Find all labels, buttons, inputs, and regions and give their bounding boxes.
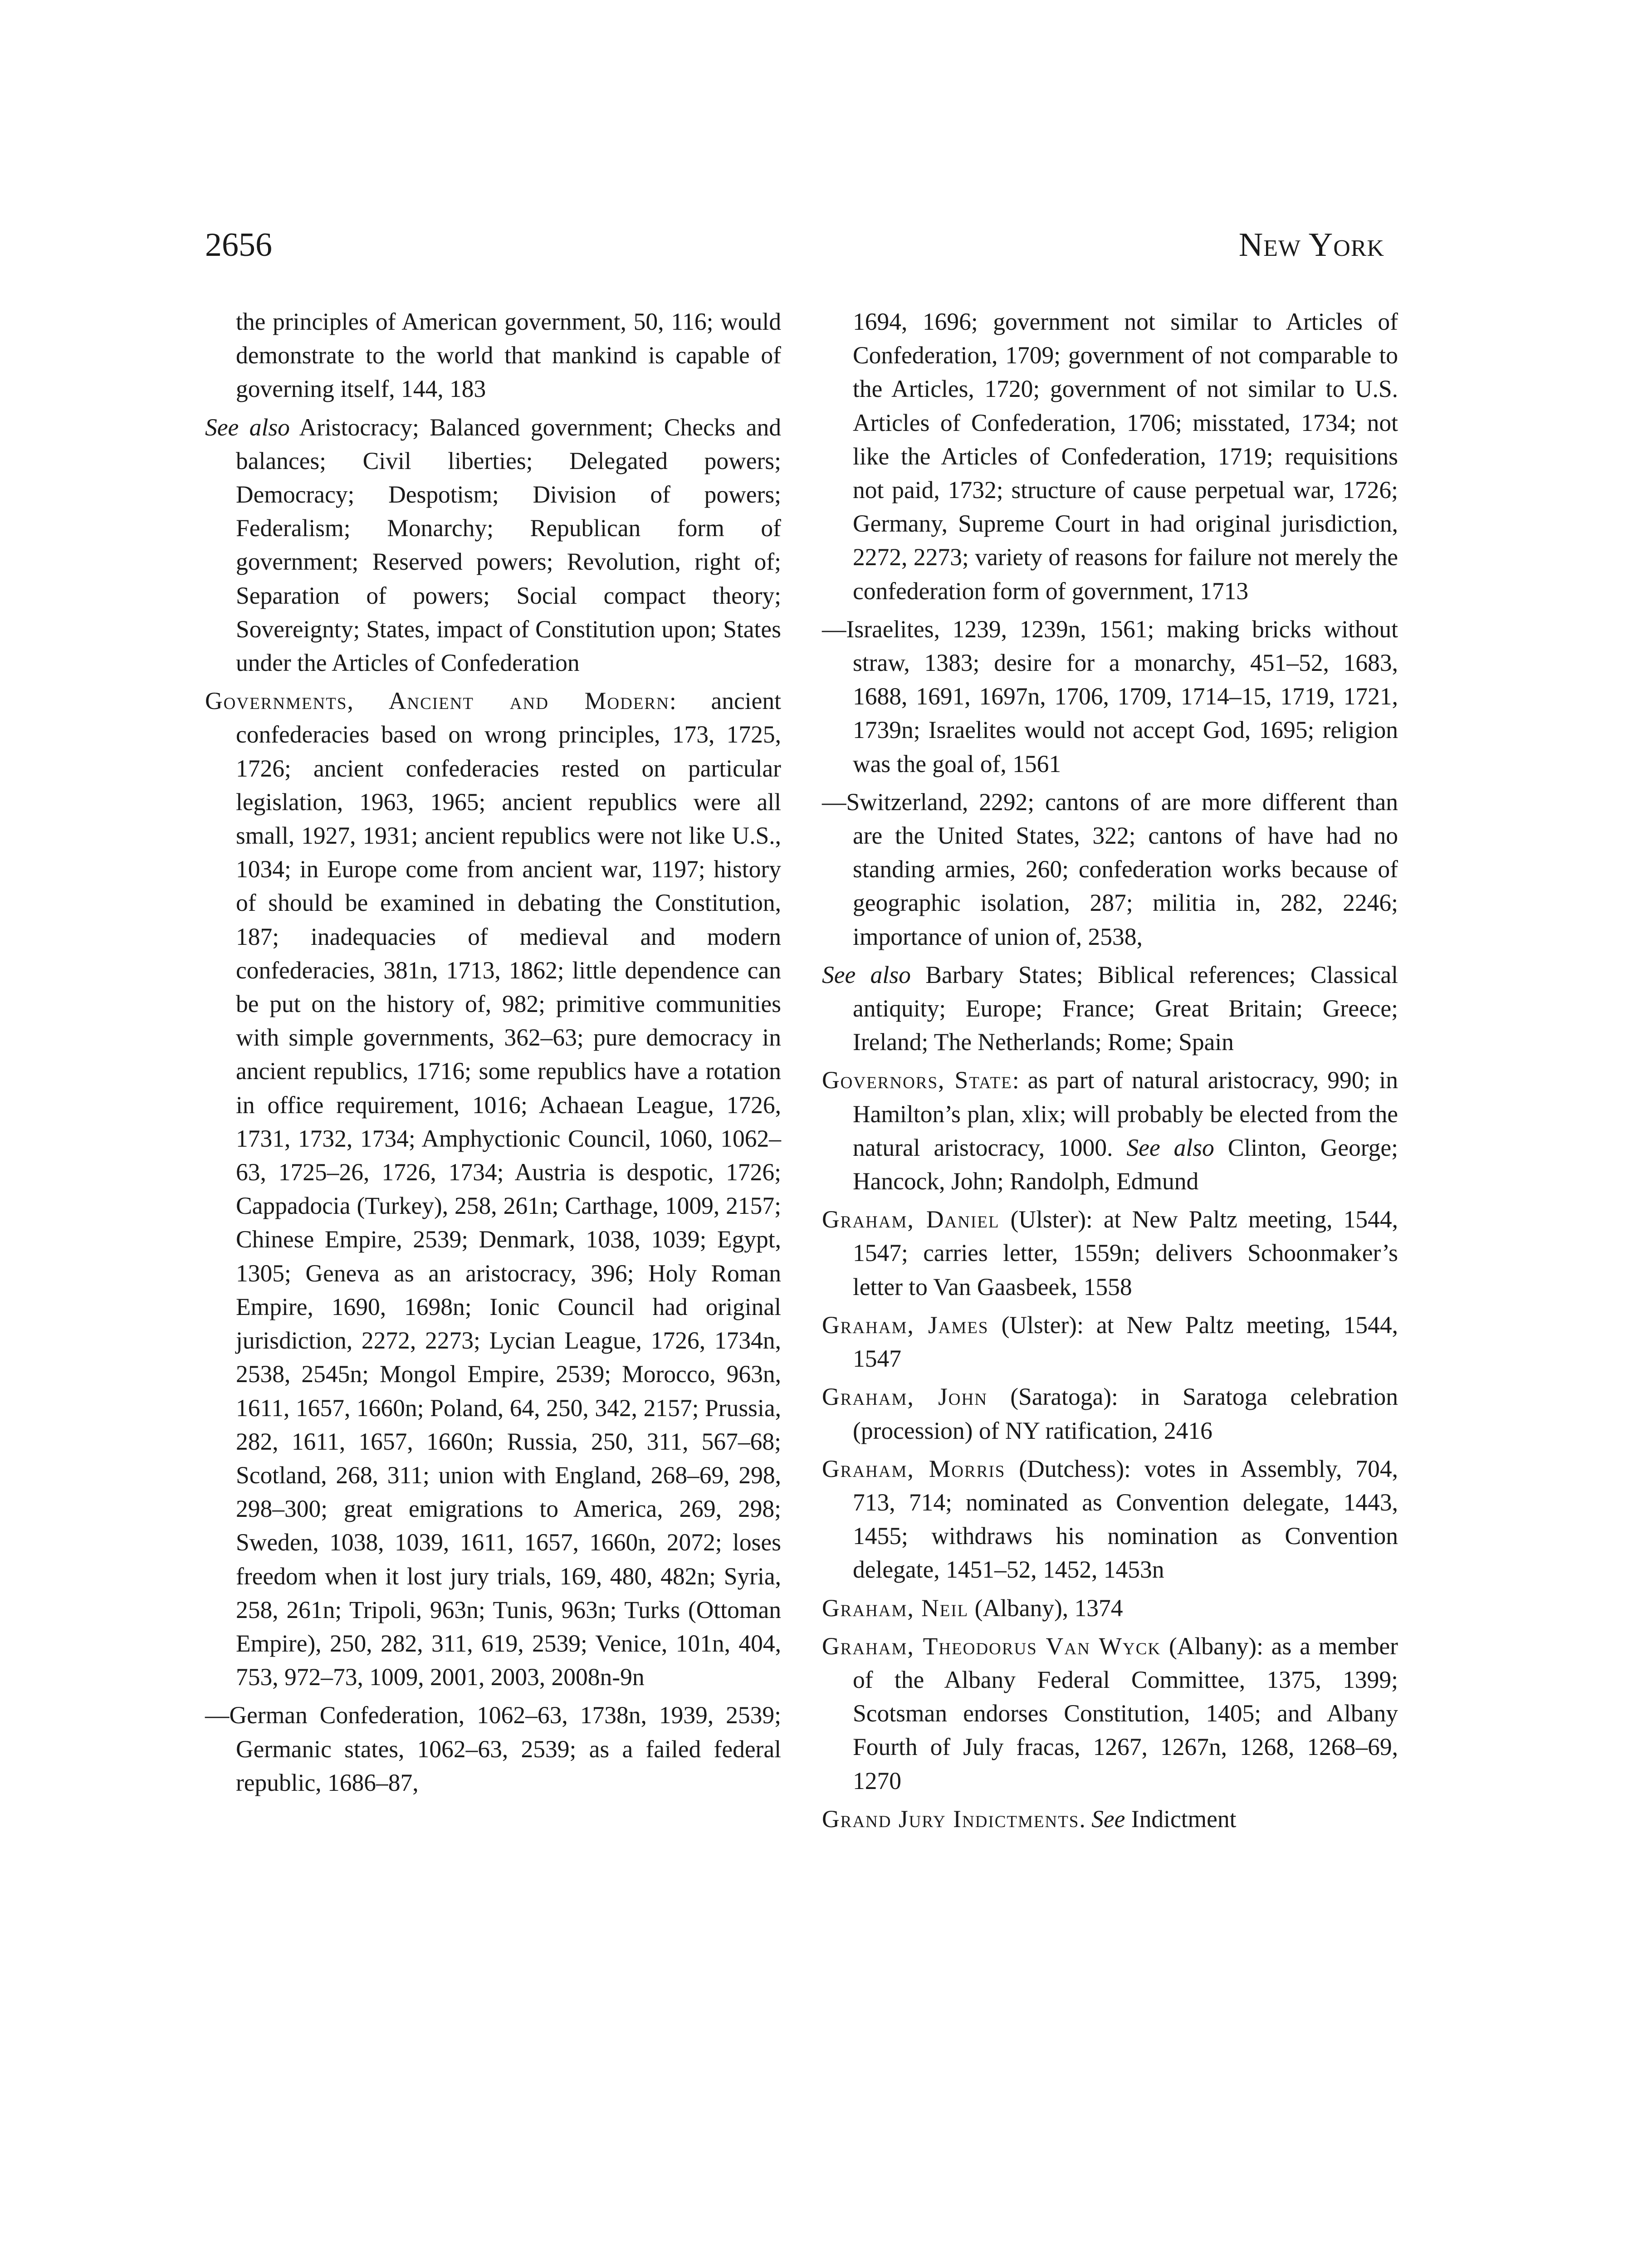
entry-heading: Graham, Morris bbox=[822, 1455, 1006, 1482]
entry-heading: Grand Jury Indictments bbox=[822, 1805, 1080, 1833]
entry-heading: Graham, James bbox=[822, 1311, 989, 1339]
entry-heading: Governments, Ancient and Modern bbox=[205, 687, 670, 715]
entry-heading: Graham, John bbox=[822, 1383, 988, 1411]
entry-heading: Graham, Neil bbox=[822, 1594, 969, 1622]
index-entry: Graham, James (Ulster): at New Paltz meeting, 1544, 1547 bbox=[822, 1311, 1398, 1373]
index-entry: Graham, Theodorus Van Wyck (Albany): as a member of the Albany Federal Committee, 1375, 1399; Scotsman endorses Constitution, 1405; and Albany Fourth of July fracas, 1267, 1267n, 1268, 1268–69, 1270 bbox=[822, 1632, 1398, 1794]
right-column bbox=[822, 305, 1398, 1840]
page-header bbox=[205, 218, 1384, 272]
index-entry-see-also: See also Barbary States; Biblical references; Classical antiquity; Europe; France; Great Britain; Greece; Ireland; The Netherlands; Rome; Spain bbox=[822, 961, 1398, 1056]
index-entry-continuation: the principles of American government, 50, 116; would demonstrate to the world that mankind is capable of governing itself, 144, 183 bbox=[236, 308, 781, 403]
index-entry-see-also: See also Aristocracy; Balanced government; Checks and balances; Civil liberties; Delegated powers; Democracy; Despotism; Division of powers; Federalism; Monarchy; Republican form of government; Reserved powers; Revolution, right of; Separation of powers; Social compact theory; Sovereignty; States, impact of Constitution upon; States under the Articles of Confederation bbox=[205, 413, 781, 677]
page-number: 2656 bbox=[205, 226, 272, 264]
index-entry: Grand Jury Indictments. See Indictment bbox=[822, 1805, 1237, 1833]
index-entry: Governments, Ancient and Modern: ancient confederacies based on wrong principles, 173, 1725, 1726; ancient confederacies rested on particular legislation, 1963, 1965; ancient republics were all small, 1927, 1931; ancient republics were not like U.S., 1034; in Europe come from ancient war, 1197; history of should be examined in debating the Constitution, 187; inadequacies of medieval and modern confederacies, 381n, 1713, 1862; little dependence can be put on the history of, 982; primitive communities with simple governments, 362–63; pure democracy in ancient republics, 1716; some republics have a rotation in office requirement, 1016; Achaean League, 1726, 1731, 1732, 1734; Amphyctionic Council, 1060, 1062–63, 1725–26, 1726, 1734; Austria is despotic, 1726; Cappadocia (Turkey), 258, 261n; Carthage, 1009, 2157; Chinese Empire, 2539; Denmark, 1038, 1039; Egypt, 1305; Geneva as an aristocracy, 396; Holy Roman Empire, 1690, 1698n; Ionic Council had original jurisdiction, 2272, 2273; Lycian League, 1726, 1734n, 2538, 2545n; Mongol Empire, 2539; Morocco, 963n, 1611, 1657, 1660n; Poland, 64, 250, 342, 2157; Prussia, 282, 1611, 1657, 1660n; Russia, 250, 311, 567–68; Scotland, 268, 311; union with England, 268–69, 298, 298–300; great emigrations to America, 269, 298; Sweden, 1038, 1039, 1611, 1657, 1660n, 2072; loses freedom when it lost jury trials, 169, 480, 482n; Syria, 258, 261n; Tripoli, 963n; Tunis, 963n; Turks (Ottoman Empire), 250, 282, 311, 619, 2539; Venice, 101n, 404, 753, 972–73, 1009, 2001, 2003, 2008n-9n bbox=[205, 687, 781, 1691]
entry-heading: Governors, State bbox=[822, 1066, 1012, 1094]
index-entry: Graham, Neil (Albany), 1374 bbox=[822, 1594, 1123, 1622]
entry-heading: Graham, Daniel bbox=[822, 1206, 1000, 1233]
left-column bbox=[205, 305, 781, 1804]
index-subentry: —Israelites, 1239, 1239n, 1561; making bricks without straw, 1383; desire for a monarchy, 451–52, 1683, 1688, 1691, 1697n, 1706, 1709, 1714–15, 1719, 1721, 1739n; Israelites would not accept God, 1695; religion was the goal of, 1561 bbox=[822, 615, 1398, 777]
index-entry: Graham, John (Saratoga): in Saratoga celebration (procession) of NY ratification, 2416 bbox=[822, 1383, 1398, 1444]
index-subentry: —Switzerland, 2292; cantons of are more different than are the United States, 322; cantons of have had no standing armies, 260; confederation works because of geographic isolation, 287; militia in, 282, 2246; importance of union of, 2538, bbox=[822, 788, 1398, 950]
index-subentry: —German Confederation, 1062–63, 1738n, 1939, 2539; Germanic states, 1062–63, 2539; as a failed federal republic, 1686–87, bbox=[205, 1701, 781, 1796]
index-entry: Governors, State: as part of natural aristocracy, 990; in Hamilton’s plan, xlix; will probably be elected from the natural aristocracy, 1000. See also Clinton, George; Hancock, John; Randolph, Edmund bbox=[822, 1066, 1398, 1195]
index-entry: Graham, Morris (Dutchess): votes in Assembly, 704, 713, 714; nominated as Convention delegate, 1443, 1455; withdraws his nomination as Convention delegate, 1451–52, 1452, 1453n bbox=[822, 1455, 1398, 1584]
running-head: New York bbox=[1238, 226, 1384, 264]
entry-heading: Graham, Theodorus Van Wyck bbox=[822, 1632, 1161, 1660]
index-entry-continuation: 1694, 1696; government not similar to Articles of Confederation, 1709; government of not comparable to the Articles, 1720; government of not similar to U.S. Articles of Confederation, 1706; misstated, 1734; not like the Articles of Confederation, 1719; requisitions not paid, 1732; structure of cause perpetual war, 1726; Germany, Supreme Court in had original jurisdiction, 2272, 2273; variety of reasons for failure not merely the confederation form of government, 1713 bbox=[853, 308, 1398, 605]
index-entry: Graham, Daniel (Ulster): at New Paltz meeting, 1544, 1547; carries letter, 1559n; delivers Schoonmaker’s letter to Van Gaasbeek, 1558 bbox=[822, 1206, 1398, 1300]
